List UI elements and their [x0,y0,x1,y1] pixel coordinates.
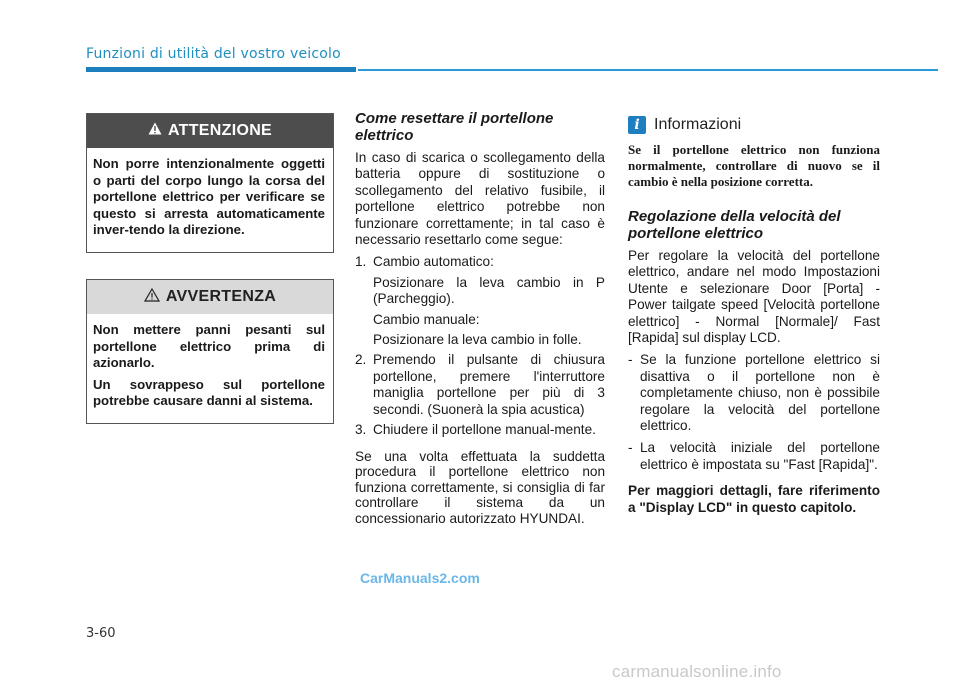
attention-box [86,113,334,253]
reset-section-intro: In caso di scarica o scollegamento della batteria oppure di sostituzione o scollegamento del relativo fusibile, il portellone elettrico potrebbe non funzionare correttamente; in tal caso è necessario resettarlo come segue: [355,150,605,248]
speed-note [628,352,880,434]
right-column [628,116,880,516]
warning-box-header [87,280,333,314]
header-rule-dark [86,67,356,72]
info-header [628,116,880,134]
warning-box-paragraph: Non mettere panni pesanti sul portellone elettrico prima di azionarlo. [93,322,325,370]
page-header-title: Funzioni di utilità del vostro veicolo [86,46,341,62]
reset-step-number: 2. [355,352,367,368]
speed-section-title: Regolazione della velocità del portellone elettrico [628,208,841,242]
reset-section-title: Come resettare il portellone elettrico [355,110,554,144]
footer-watermark: carmanualsonline.info [612,662,782,681]
reset-step-sub: Posizionare la leva cambio in P (Parcheggio). [373,274,605,307]
warning-box-title: AVVERTENZA [165,288,277,305]
warning-box-paragraph: Un sovrappeso sul portellone potrebbe causare danni al sistema. [93,376,325,408]
info-text: Se il portellone elettrico non funziona normalmente, controllare di nuovo se il cambio è nella posizione corretta. [628,142,880,189]
warning-triangle-icon [148,122,162,140]
reset-step-text: Premendo il pulsante di chiusura portellone, premere l'interruttore maniglia portellone per più di 3 secondi. (Suonerà la spia acustica) [373,352,605,417]
page-number: 3-60 [86,626,116,641]
attention-box-title: ATTENZIONE [167,122,273,139]
reset-step [355,422,605,438]
reset-section-outro: Se una volta effettuata la suddetta procedura il portellone elettrico non funziona correttamente, si consiglia di far controllare il sistema da un concessionario autorizzato HYUNDAI. [355,448,605,526]
reset-step-number: 3. [355,422,367,438]
attention-box-text: Non porre intenzionalmente oggetti o parti del corpo lungo la corsa del portellone elettrico per verificare se questo si arresta automaticamente inver-tendo la direzione. [93,156,325,237]
reset-step-text: Chiudere il portellone manual-mente. [373,422,596,438]
speed-section-intro: Per regolare la velocità del portellone elettrico, andare nel modo Impostazioni Utente e selezionare Door [Porta] - Power tailgate speed [Velocità portellone elettrico] - Normal [Normale]/ Fast [Rapida] sul display LCD. [628,248,880,346]
speed-section-closing: Per maggiori dettagli, fare riferimento a "Display LCD" in questo capitolo. [628,483,880,515]
info-title: Informazioni [654,115,742,133]
speed-note-text: La velocità iniziale del portellone elettrico è impostata su "Fast [Rapida]". [640,440,880,472]
reset-step-sub: Posizionare la leva cambio in folle. [373,332,582,348]
attention-box-body [87,148,333,252]
reset-step-number: 1. [355,254,367,270]
reset-step-text: Cambio automatico: [373,254,494,270]
dash-bullet: - [628,352,633,368]
info-icon: i [628,116,646,134]
watermark-text: CarManuals2.com [360,570,480,586]
speed-note-text: Se la funzione portellone elettrico si disattiva o il portellone non è completamente chiuso, non è possibile regolare la velocità del portellone elettrico. [640,352,880,434]
warning-box-body [87,314,333,423]
reset-step [355,352,605,418]
warning-triangle-outline-icon [144,288,160,307]
dash-bullet: - [628,440,633,456]
attention-box-header [87,114,333,148]
speed-note [628,440,880,473]
header-rule-light [358,69,938,71]
reset-section [355,110,605,532]
reset-step [355,254,605,270]
warning-box [86,279,334,424]
reset-step-sub: Cambio manuale: [373,311,480,327]
